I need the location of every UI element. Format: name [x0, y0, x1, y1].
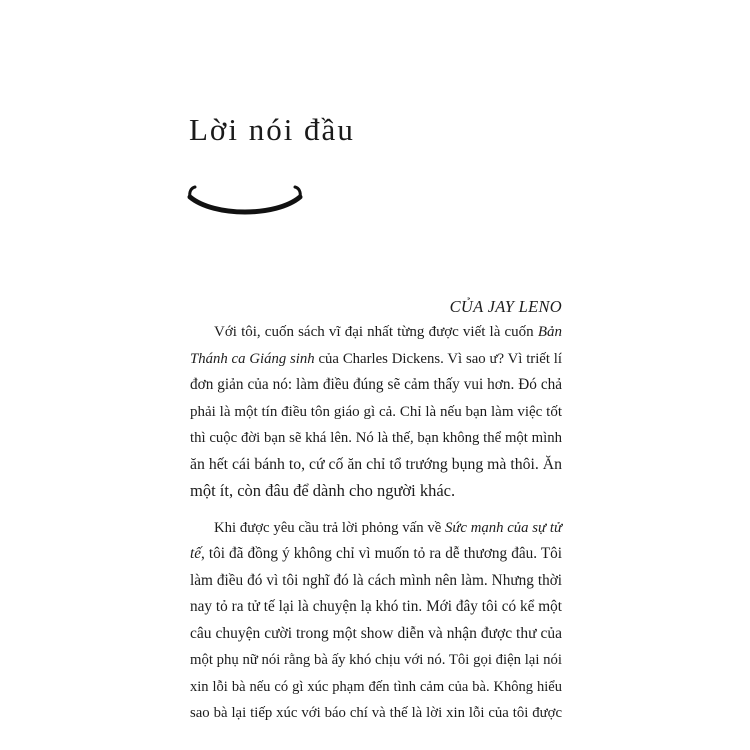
chapter-heading: Lời nói đầu — [189, 112, 355, 147]
text-run: Khi được yêu cầu trả lời phỏng vấn về — [214, 519, 446, 536]
paragraph-line — [190, 541, 562, 568]
text-run: , tôi đã đồng ý không chỉ vì muốn tỏ ra dễ thương đâu. Tôi — [201, 545, 562, 562]
book-title-text: Sức mạnh của sự tử — [445, 519, 562, 536]
book-title-text: Thánh ca Giáng sinh — [190, 350, 315, 367]
paragraph-line — [190, 319, 562, 346]
paragraph-line: làm điều đó vì tôi nghĩ đó là cách mình nên làm. Nhưng thời — [190, 571, 562, 589]
text-run: của Charles Dickens. Vì sao ư? Vì triết lí — [314, 350, 562, 367]
paragraph-line: một ít, còn đâu để dành cho người khác. — [190, 481, 456, 500]
paragraph-line: phải là một tín điều tôn giáo gì cả. Chỉ là nếu bạn làm việc tốt — [190, 403, 562, 420]
paragraph-line: nay tỏ ra tử tế lại là chuyện lạ khó tin. Mới đây tôi có kể một — [190, 598, 562, 615]
paragraph-2 — [190, 515, 562, 727]
paragraph-line: thì cuộc đời bạn sẽ khá lên. Nó là thế, bạn không thể một mình — [190, 430, 562, 446]
paragraph-line: đơn giản của nó: làm điều đúng sẽ cảm thấy vui hơn. Đó chả — [190, 376, 562, 393]
book-title-text: tế — [190, 545, 202, 562]
author-byline: CỦA JAY LENO — [449, 297, 562, 316]
paragraph-line — [190, 515, 562, 542]
book-title-text: Bản — [537, 324, 562, 340]
paragraph-line: sao bà lại tiếp xúc với báo chí và thế là lời xin lỗi của tôi được — [190, 705, 562, 721]
paragraph-1 — [190, 319, 562, 505]
paragraph-line: xin lỗi bà nếu có gì xúc phạm đến tình cảm của bà. Không hiểu — [190, 678, 562, 695]
paragraph-line: ăn hết cái bánh to, cứ cố ăn chỉ tổ trướng bụng mà thôi. Ăn — [190, 455, 562, 473]
paragraph-line: câu chuyện cười trong một show diễn và nhận được thư của — [190, 624, 562, 642]
paragraph-line — [190, 346, 562, 373]
smile-ornament-icon — [186, 183, 304, 217]
body-text — [190, 319, 562, 727]
paragraph-line: một phụ nữ nói rằng bà ấy khó chịu với nó. Tôi gọi điện lại nói — [190, 652, 562, 668]
text-run: Với tôi, cuốn sách vĩ đại nhất từng được viết là cuốn — [214, 324, 538, 340]
